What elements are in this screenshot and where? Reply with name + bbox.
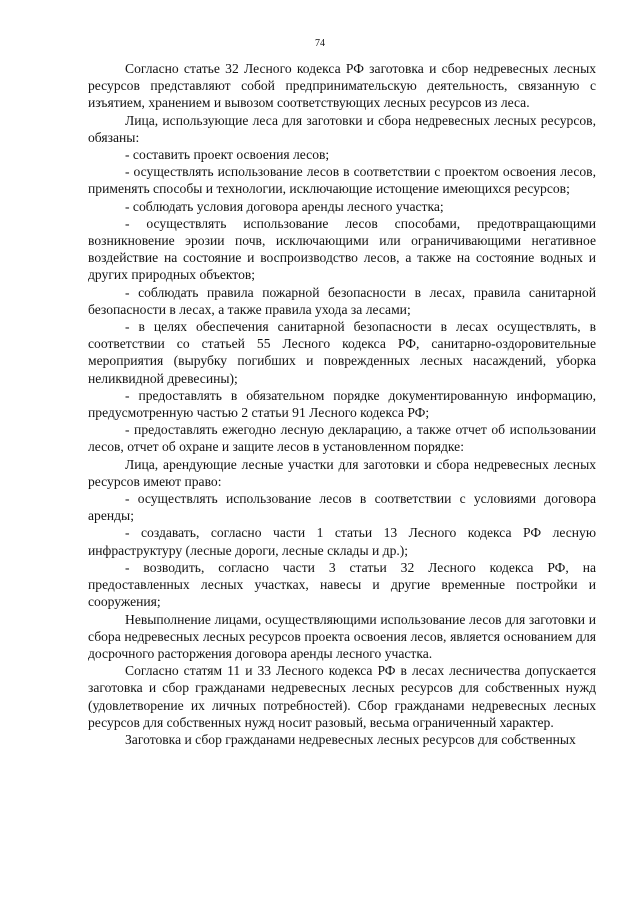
paragraph-3: Лица, арендующие лесные участки для заготовки и сбора недревесных лесных ресурсов имеют право: bbox=[88, 456, 596, 489]
list-item-4: - осуществлять использование лесов способами, предотвращающими возникновение эрозии почв, исключающими или ограничивающими негативное воздействие на состояние и воспроизводство лесов, а также на состояние водных и других природных объектов; bbox=[88, 215, 596, 283]
document-body bbox=[88, 60, 596, 748]
paragraph-2: Лица, использующие леса для заготовки и сбора недревесных лесных ресурсов, обязаны: bbox=[88, 112, 596, 145]
paragraph-6: Заготовка и сбор гражданами недревесных лесных ресурсов для собственных bbox=[125, 731, 576, 747]
list-item-1: - составить проект освоения лесов; bbox=[125, 147, 330, 163]
list-item-9: - осуществлять использование лесов в соответствии с условиями договора аренды; bbox=[88, 491, 596, 524]
list-item-3: - соблюдать условия договора аренды лесного участка; bbox=[125, 198, 444, 214]
list-item-6: - в целях обеспечения санитарной безопасности в лесах осуществлять, в соответствии со статьей 55 Лесного кодекса РФ, санитарно-оздоровительные мероприятия (вырубку погибших и поврежденных лесных насаждений, уборка неликвидной древесины); bbox=[88, 319, 596, 386]
paragraph-1: Согласно статье 32 Лесного кодекса РФ заготовка и сбор недревесных лесных ресурсов представляют собой предпринимательскую деятельность, связанную с изъятием, хранением и вывозом соответствующих лесных ресурсов из леса. bbox=[88, 61, 596, 111]
list-item-10: - создавать, согласно части 1 статьи 13 Лесного кодекса РФ лесную инфраструктуру (лесные дороги, лесные склады и др.); bbox=[88, 525, 596, 558]
list-item-11: - возводить, согласно части 3 статьи 32 Лесного кодекса РФ, на предоставленных лесных участках, навесы и другие временные постройки и сооружения; bbox=[88, 559, 596, 610]
list-item-2: - осуществлять использование лесов в соответствии с проектом освоения лесов, применять способы и технологии, исключающие истощение имеющихся ресурсов; bbox=[88, 164, 596, 197]
paragraph-5: Согласно статям 11 и 33 Лесного кодекса РФ в лесах лесничества допускается заготовка и сбор гражданами недревесных лесных ресурсов для собственных нужд (удовлетворение их личных потребностей). Сбор гражданами недревесных лесных ресурсов для собственных нужд носит разовый, весьма ограниченный характер. bbox=[88, 663, 596, 730]
paragraph-4: Невыполнение лицами, осуществляющими использование лесов для заготовки и сбора недревесных лесных ресурсов проекта освоения лесов, является основанием для досрочного расторжения договора аренды лесного участка. bbox=[88, 611, 596, 661]
page-number: 74 bbox=[315, 38, 325, 49]
list-item-8: - предоставлять ежегодно лесную декларацию, а также отчет об использовании лесов, отчет об охране и защите лесов в установленном порядке: bbox=[88, 422, 596, 455]
list-item-7: - предоставлять в обязательном порядке документированную информацию, предусмотренную частью 2 статьи 91 Лесного кодекса РФ; bbox=[88, 387, 596, 421]
list-item-5: - соблюдать правила пожарной безопасности в лесах, правила санитарной безопасности в лесах, а также правила ухода за лесами; bbox=[88, 284, 596, 317]
